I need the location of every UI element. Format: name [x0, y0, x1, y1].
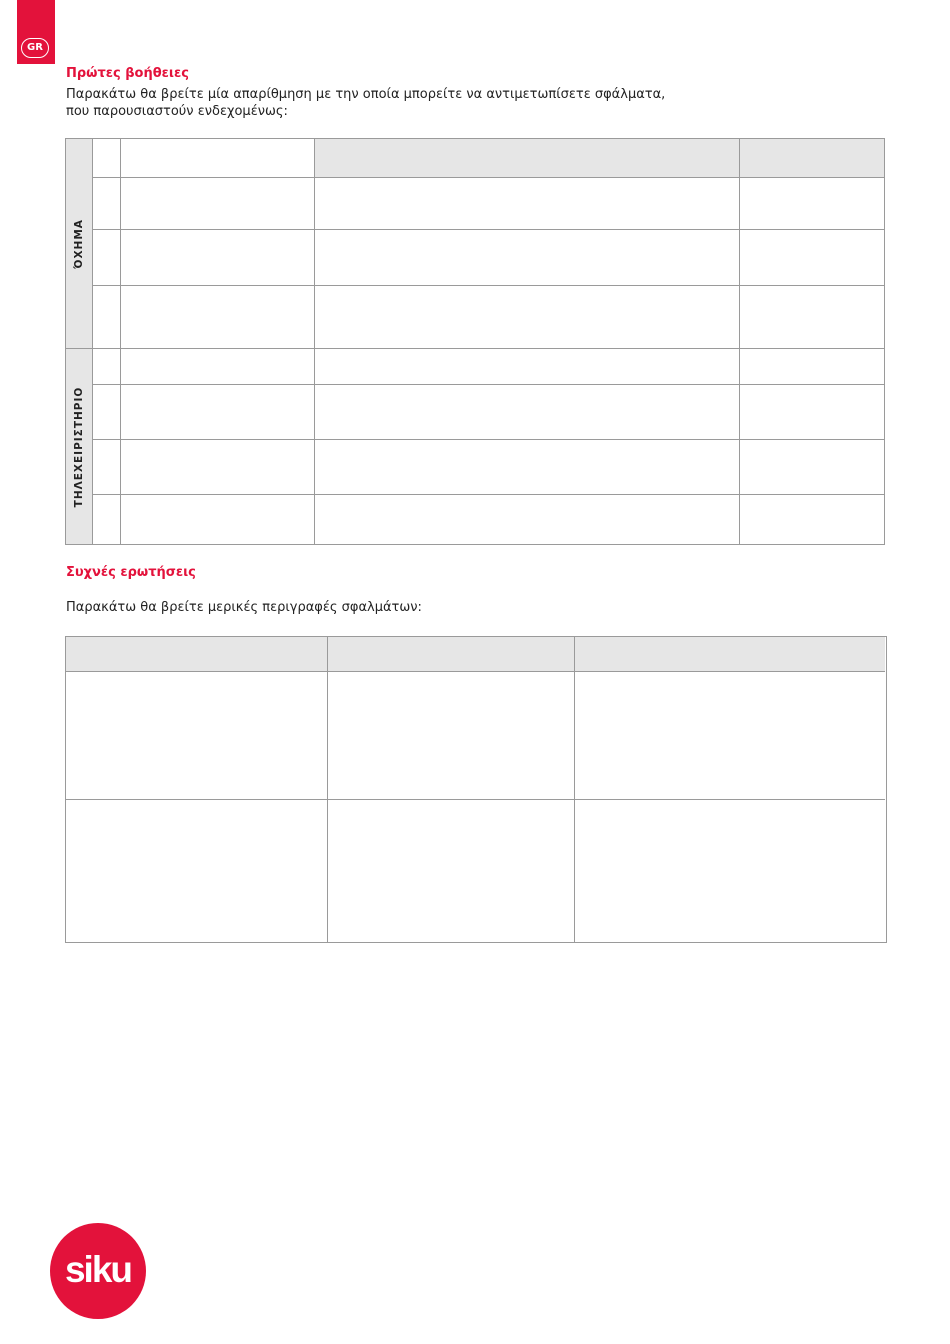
table-divider: [120, 139, 121, 544]
table-row-divider: [66, 799, 885, 800]
logo-text: siku: [64, 1249, 132, 1290]
table-row-divider: [92, 229, 884, 230]
table-row-divider: [92, 439, 884, 440]
faq-table: [65, 636, 887, 943]
table-header-row: [314, 139, 884, 177]
table-divider: [92, 139, 93, 544]
group-label-vehicle-text: ΌΧΗΜΑ: [73, 218, 85, 269]
table-row-divider: [92, 285, 884, 286]
first-aid-table: [65, 138, 885, 545]
group-label-remote-text: ΤΗΛΕΧΕΙΡΙΣΤΗΡΙΟ: [73, 386, 85, 507]
table-divider: [739, 139, 740, 544]
faq-intro: Παρακάτω θα βρείτε μερικές περιγραφές σφαλμάτων:: [66, 600, 422, 615]
group-label-remote: [66, 349, 92, 544]
table-divider: [314, 139, 315, 544]
table-row-divider: [92, 177, 884, 178]
faq-title: Συχνές ερωτήσεις: [66, 565, 196, 580]
table-row-divider: [92, 494, 884, 495]
table-row-divider: [92, 384, 884, 385]
table-divider: [327, 637, 328, 942]
language-badge: GR: [21, 38, 49, 58]
language-tab: [17, 0, 55, 64]
first-aid-title: Πρώτες βοήθειες: [66, 66, 189, 81]
table-row-divider: [66, 671, 885, 672]
table-divider: [574, 637, 575, 942]
table-row-divider: [66, 348, 884, 349]
first-aid-intro-line2: που παρουσιαστούν ενδεχομένως:: [66, 104, 288, 119]
table-header-row: [66, 637, 885, 671]
group-label-vehicle: [66, 139, 92, 349]
first-aid-intro-line1: Παρακάτω θα βρείτε μία απαρίθμηση με την οποία μπορείτε να αντιμετωπίσετε σφάλματα,: [66, 87, 666, 102]
siku-logo: [50, 1223, 146, 1319]
